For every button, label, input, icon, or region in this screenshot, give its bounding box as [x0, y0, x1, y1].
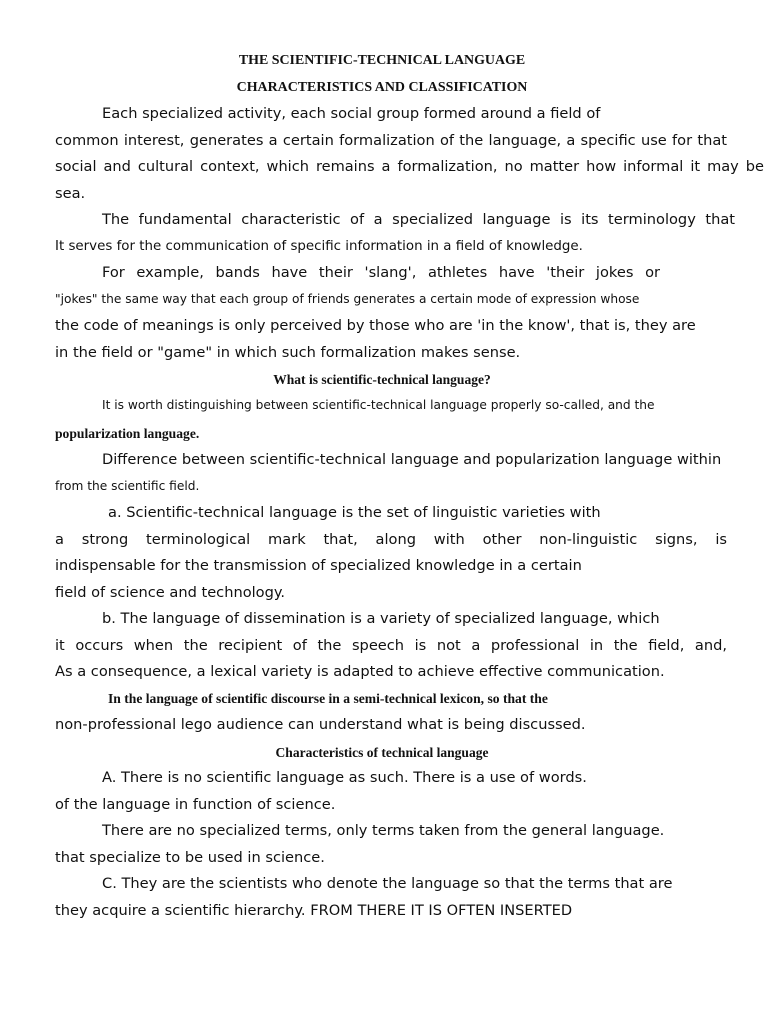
paragraph-line: It is worth distinguishing between scientific-technical language properly so-called, and the [102, 398, 655, 412]
paragraph-line: C. They are the scientists who denote the language so that the terms that are [102, 875, 673, 892]
document-subtitle: CHARACTERISTICS AND CLASSIFICATION [236, 80, 528, 95]
paragraph-line: In the language of scientific discourse in a semi-technical lexicon, so that the [108, 691, 548, 706]
paragraph-line: As a consequence, a lexical variety is adapted to achieve effective communication. [55, 663, 665, 680]
paragraph-line: b. The language of dissemination is a variety of specialized language, which [102, 610, 660, 627]
paragraph-line: a. Scientific-technical language is the set of linguistic varieties with [108, 504, 601, 521]
paragraph-line: "jokes" the same way that each group of friends generates a certain mode of expression whose [55, 292, 640, 306]
paragraph-line: indispensable for the transmission of specialized knowledge in a certain [55, 557, 582, 574]
paragraph-line: they acquire a scientific hierarchy. FROM THERE IT IS OFTEN INSERTED [55, 902, 573, 919]
paragraph-line: field of science and technology. [55, 584, 286, 601]
paragraph-line: it occurs when the recipient of the speech is not a professional in the field, and, [55, 637, 727, 654]
paragraph-line: that specialize to be used in science. [55, 849, 325, 866]
paragraph-line: of the language in function of science. [55, 796, 336, 813]
paragraph-line: sea. [55, 185, 86, 202]
paragraph-line: There are no specialized terms, only terms taken from the general language. [102, 822, 665, 839]
paragraph-line: A. There is no scientific language as such. There is a use of words. [102, 769, 587, 786]
section-heading: Characteristics of technical language [275, 745, 489, 760]
paragraph-line: non-professional lego audience can understand what is being discussed. [55, 716, 586, 733]
document-title: THE SCIENTIFIC-TECHNICAL LANGUAGE [238, 53, 526, 68]
paragraph-line: Difference between scientific-technical language and popularization language within [102, 451, 722, 468]
paragraph-line: It serves for the communication of specific information in a field of knowledge. [55, 239, 583, 254]
paragraph-line: For example, bands have their 'slang', athletes have 'their jokes or [102, 264, 660, 281]
section-heading: What is scientific-technical language? [273, 372, 491, 387]
paragraph-line: The fundamental characteristic of a specialized language is its terminology that [102, 211, 735, 228]
paragraph-line: a strong terminological mark that, along with other non-linguistic signs, is [55, 531, 727, 548]
paragraph-line: popularization language. [55, 426, 200, 441]
paragraph-line: social and cultural context, which remains a formalization, no matter how informal it may be [55, 158, 764, 175]
paragraph-line: the code of meanings is only perceived by those who are 'in the know', that is, they are [55, 317, 696, 334]
paragraph-line: from the scientific field. [55, 479, 200, 493]
paragraph-line: Each specialized activity, each social group formed around a field of [102, 105, 601, 122]
paragraph-line: common interest, generates a certain formalization of the language, a specific use for that [55, 132, 727, 149]
paragraph-line: in the field or "game" in which such formalization makes sense. [55, 344, 521, 361]
